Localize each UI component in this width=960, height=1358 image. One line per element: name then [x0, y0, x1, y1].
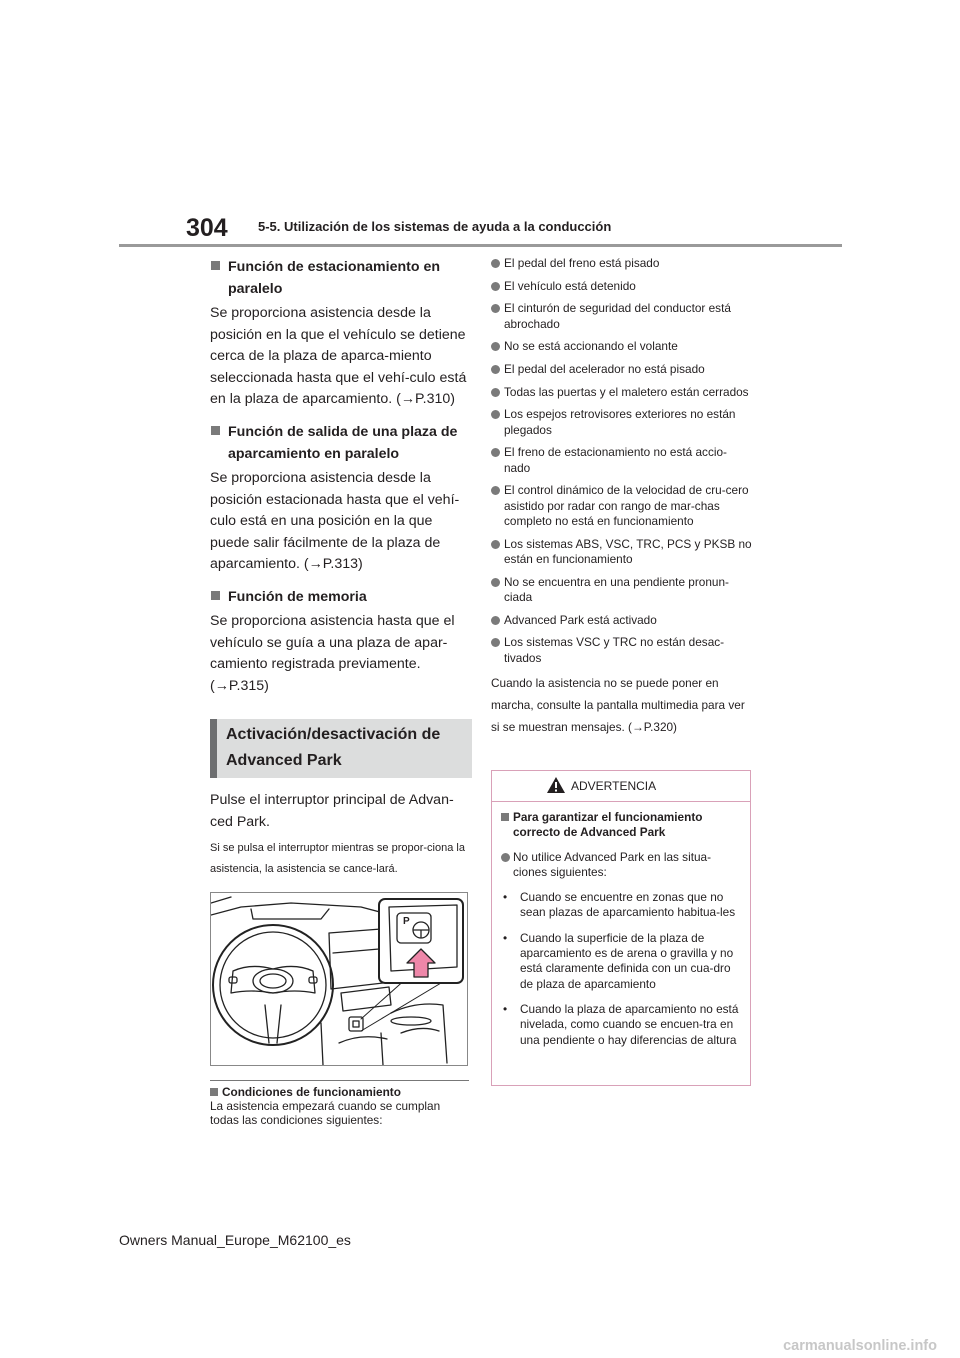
circle-bullet-icon	[491, 486, 500, 495]
activation-text: Pulse el interruptor principal de Advan-ced Park.	[210, 792, 454, 830]
after-conditions-text: Cuando la asistencia no se puede poner en marcha, consulte la pantalla multimedia para ver si se muestran mensajes. (→P.320)	[491, 676, 745, 734]
circle-bullet-icon	[491, 388, 500, 397]
square-bullet-icon	[211, 261, 220, 270]
circle-bullet-icon	[491, 616, 500, 625]
list-item: Los espejos retrovisores exteriores no están plegados	[491, 407, 753, 438]
circle-bullet-icon	[501, 853, 510, 862]
header-rule	[119, 244, 842, 247]
list-item: Todas las puertas y el maletero están cerrados	[491, 385, 753, 400]
memory-heading: Función de memoria	[210, 586, 472, 608]
exit-text: Se proporciona asistencia desde la posición estacionada hasta que el vehí-culo está en una posición en la que puede salir fácilmente de la plaza de aparcamiento. (→P.313)	[210, 469, 460, 573]
warning-header	[492, 771, 750, 802]
circle-bullet-icon	[491, 448, 500, 457]
list-item: El control dinámico de la velocidad de cru-cero asistido por radar con rango de mar-chas completo no está en funcionamiento	[491, 483, 753, 529]
warning-body	[492, 802, 750, 1048]
parallel-text: Se proporciona asistencia desde la posición en la que el vehículo se detiene cerca de la plaza de aparca-miento seleccionada hasta que el vehí-culo está en la plaza de aparcamiento. (→P.310)	[210, 305, 467, 408]
list-item: No se encuentra en una pendiente pronun-ciada	[491, 575, 753, 606]
warning-box	[491, 770, 751, 1086]
list-item: • Cuando la superficie de la plaza de aparcamiento es de arena o gravilla y no está claramente definida con un cua-dro de plaza de aparcamiento	[503, 930, 734, 991]
warning-triangle-icon	[546, 776, 566, 794]
watermark: carmanualsonline.info	[783, 1338, 937, 1354]
dot-bullet-icon: •	[503, 890, 508, 905]
list-item: El vehículo está detenido	[491, 279, 753, 294]
circle-bullet-icon	[491, 282, 500, 291]
list-item: Los sistemas VSC y TRC no están desac-tivados	[491, 635, 753, 666]
square-bullet-icon	[211, 426, 220, 435]
activation-heading: Activación/desactivación de Advanced Park	[210, 719, 472, 778]
list-item: El freno de estacionamiento no está accio-nado	[491, 445, 753, 476]
conditions-text: La asistencia empezará cuando se cumplan todas las condiciones siguientes:	[210, 1098, 441, 1127]
square-bullet-icon	[210, 1088, 218, 1096]
circle-bullet-icon	[491, 638, 500, 647]
list-item: • Cuando se encuentre en zonas que no sean plazas de aparcamiento habitua-les	[503, 890, 736, 920]
list-item: • Cuando la plaza de aparcamiento no está nivelada, como cuando se encuen-tra en una pendiente o hay diferencias de altura	[503, 1001, 739, 1047]
right-column	[491, 256, 753, 738]
circle-bullet-icon	[491, 304, 500, 313]
left-column	[210, 256, 472, 1127]
exit-heading: Función de salida de una plaza de aparcamiento en paralelo	[210, 421, 472, 465]
memory-text: Se proporciona asistencia hasta que el vehículo se guía a una plaza de apar-camiento registrada previamente. (→P.315)	[210, 612, 455, 694]
footer-text: Owners Manual_Europe_M62100_es	[119, 1232, 351, 1248]
square-bullet-icon	[501, 813, 509, 821]
warning-bullet: No utilice Advanced Park en las situa-ciones siguientes:	[501, 850, 742, 881]
conditions-list	[491, 256, 753, 666]
conditions-heading: Condiciones de funcionamiento	[210, 1085, 472, 1099]
list-item: No se está accionando el volante	[491, 339, 753, 354]
section-header: 5-5. Utilización de los sistemas de ayuda a la conducción	[258, 219, 612, 234]
list-item: El cinturón de seguridad del conductor está abrochado	[491, 301, 753, 332]
circle-bullet-icon	[491, 342, 500, 351]
parallel-heading: Función de estacionamiento en paralelo	[210, 256, 472, 300]
list-item: Advanced Park está activado	[491, 613, 753, 628]
activation-note: Si se pulsa el interruptor mientras se propor-ciona la asistencia, la asistencia se cance-lará.	[210, 841, 465, 875]
switch-label: P	[403, 915, 410, 927]
page-number: 304	[186, 214, 228, 242]
list-item: El pedal del acelerador no está pisado	[491, 362, 753, 377]
warning-list	[501, 890, 742, 1048]
circle-bullet-icon	[491, 259, 500, 268]
conditions-rule	[210, 1080, 469, 1081]
list-item: Los sistemas ABS, VSC, TRC, PCS y PKSB no están en funcionamiento	[491, 537, 753, 568]
dot-bullet-icon: •	[503, 930, 508, 945]
dashboard-illustration	[210, 892, 468, 1066]
warning-heading: Para garantizar el funcionamiento correcto de Advanced Park	[501, 810, 742, 841]
circle-bullet-icon	[491, 578, 500, 587]
circle-bullet-icon	[491, 410, 500, 419]
circle-bullet-icon	[491, 540, 500, 549]
dot-bullet-icon: •	[503, 1001, 508, 1016]
warning-title: ADVERTENCIA	[571, 779, 657, 793]
list-item: El pedal del freno está pisado	[491, 256, 753, 271]
square-bullet-icon	[211, 591, 220, 600]
circle-bullet-icon	[491, 365, 500, 374]
